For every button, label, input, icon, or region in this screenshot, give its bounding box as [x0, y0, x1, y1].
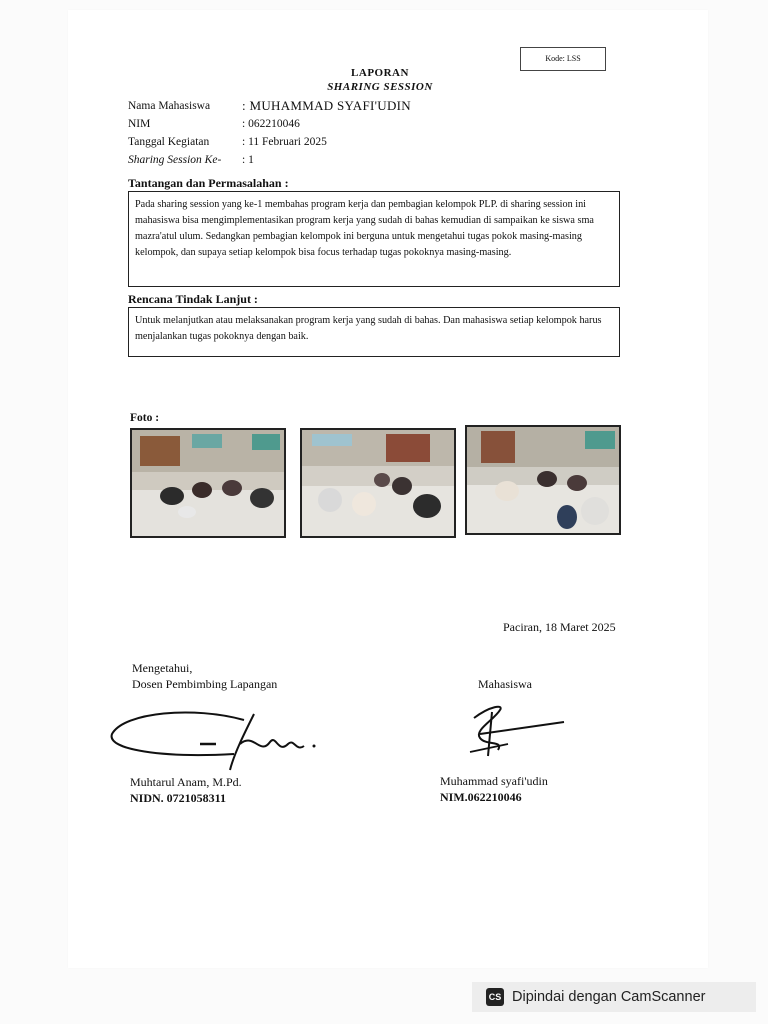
info-row-nama — [128, 97, 411, 115]
tantangan-box: Pada sharing session yang ke-1 membahas program kerja dan pembagian kelompok PLP. di sharing session ini mahasiswa bisa mengimplementasikan program kerja yang sudah di bahas kemudian di sampaikan ke siswa sma mazra'atul ulum. Sedangkan pembagian kelompok ini berguna untuk mengetahui tugas pokok masing-masing kelompok, dan supaya setiap kelompok bisa focus terhadap tugas pokoknya masing-masing. — [128, 191, 620, 287]
student-nim: NIM.062210046 — [440, 790, 522, 804]
advisor-identity — [130, 774, 242, 806]
camscanner-banner — [472, 982, 756, 1012]
student-role: Mahasiswa — [478, 677, 532, 691]
mengetahui-label: Mengetahui, — [132, 661, 193, 675]
rencana-box: Untuk melanjutkan atau melaksanakan program kerja yang sudah di bahas. Dan mahasiswa setiap kelompok harus menjalankan tugas pokoknya dengan baik. — [128, 307, 620, 357]
tantangan-heading: Tantangan dan Permasalahan : — [128, 176, 289, 190]
advisor-name: Muhtarul Anam, M.Pd. — [130, 775, 242, 789]
tanggal-value: : 11 Februari 2025 — [242, 136, 327, 148]
place-date: Paciran, 18 Maret 2025 — [503, 620, 616, 634]
student-info — [128, 97, 411, 169]
photo-2 — [300, 428, 456, 538]
camscanner-text: Dipindai dengan CamScanner — [512, 989, 706, 1005]
photo-1 — [130, 428, 286, 538]
foto-label: Foto : — [130, 412, 160, 424]
kode-box: Kode: LSS — [520, 47, 606, 71]
session-value: : 1 — [242, 154, 254, 166]
session-label: Sharing Session Ke- — [128, 154, 222, 166]
student-identity — [440, 773, 548, 805]
camscanner-icon: CS — [486, 988, 504, 1006]
nama-value: : MUHAMMAD SYAFI'UDIN — [242, 98, 411, 113]
nim-label: NIM — [128, 118, 151, 130]
student-name: Muhammad syafi'udin — [440, 774, 548, 788]
nama-label: Nama Mahasiswa — [128, 100, 211, 112]
tanggal-label: Tanggal Kegiatan — [128, 136, 210, 148]
info-row-nim — [128, 115, 411, 133]
student-signature — [460, 700, 570, 760]
advisor-signature — [104, 704, 324, 774]
info-row-session — [128, 151, 411, 169]
photo-3 — [465, 425, 621, 535]
advisor-nidn: NIDN. 0721058311 — [130, 791, 227, 805]
info-row-tanggal — [128, 133, 411, 151]
advisor-role: Dosen Pembimbing Lapangan — [132, 677, 278, 691]
rencana-heading: Rencana Tindak Lanjut : — [128, 292, 258, 306]
report-title: LAPORAN — [351, 67, 409, 79]
report-subtitle: SHARING SESSION — [327, 81, 433, 93]
nim-value: : 062210046 — [242, 118, 300, 130]
advisor-heading — [132, 660, 277, 692]
